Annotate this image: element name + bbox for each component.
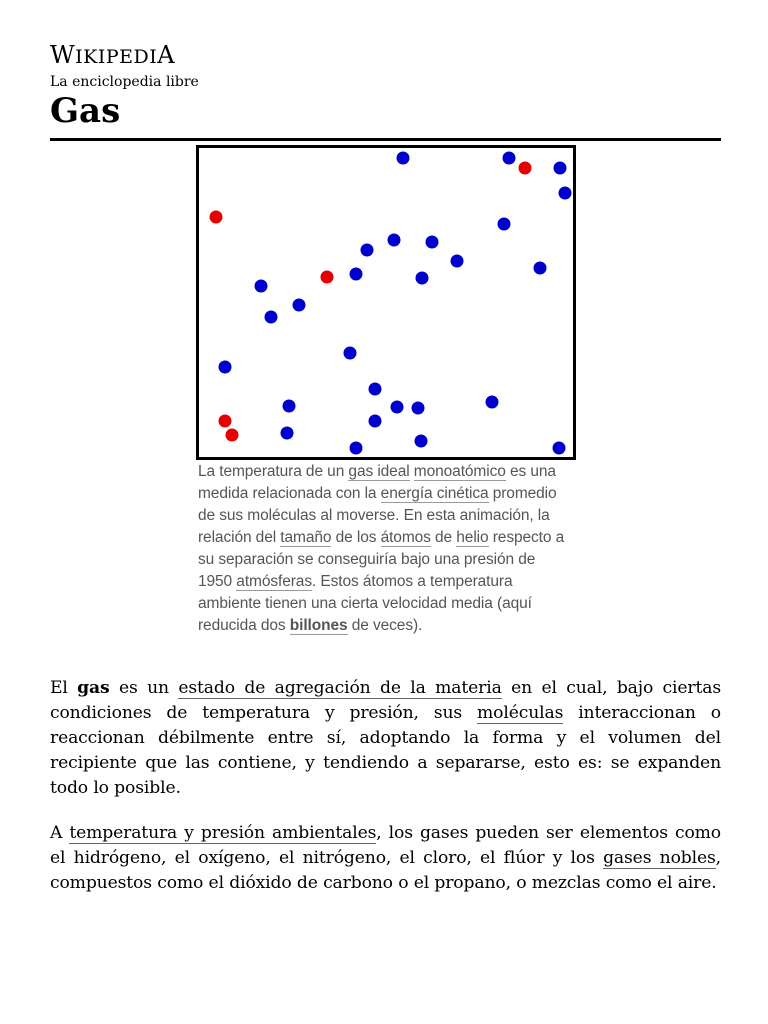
term-gas: gas (77, 678, 110, 698)
blue-atom (219, 361, 232, 374)
blue-atom (283, 400, 296, 413)
link-tamano[interactable]: tamaño (280, 529, 332, 546)
blue-atom (498, 218, 511, 231)
blue-atom (350, 268, 363, 281)
blue-atom (369, 383, 382, 396)
wikipedia-logo[interactable] (50, 42, 199, 90)
blue-atom (553, 442, 566, 455)
red-atom (519, 162, 532, 175)
second-paragraph: A temperatura y presión ambientales, los gases pueden ser elementos como el hidrógeno, el oxígeno, el nitrógeno, el cloro, el flúor y los gases nobles, compuestos como el dióxido de carbono o el propano, o mezclas como el aire. (50, 823, 722, 893)
page-title: Gas (50, 91, 121, 131)
blue-atom (361, 244, 374, 257)
blue-atom (415, 435, 428, 448)
link-moleculas[interactable]: moléculas (477, 703, 564, 723)
blue-atom (397, 152, 410, 165)
link-atmosferas[interactable]: atmósferas (236, 573, 312, 590)
figure-caption: La temperatura de un gas ideal monoatómico es una medida relacionada con la energía cinética promedio de sus moléculas al moverse. En esta animación, la relación del tamaño de los átomos de helio respecto a su separación se conseguiría bajo una presión de 1950 atmósferas. Estos átomos a temperatura ambiente tienen una cierta velocidad media (aquí reducida dos billones de veces). (198, 463, 565, 634)
blue-atom (255, 280, 268, 293)
link-billones[interactable]: billones (289, 617, 348, 634)
link-estado-de-agregacion[interactable]: estado de agregación de la materia (178, 678, 502, 698)
wikipedia-tagline: La enciclopedia libre (50, 74, 199, 90)
link-atomos[interactable]: átomos (380, 529, 431, 546)
blue-atom (265, 311, 278, 324)
red-atom (321, 271, 334, 284)
blue-atom (412, 402, 425, 415)
link-monoatomico[interactable]: monoatómico (413, 463, 506, 480)
atoms-animation (199, 148, 573, 457)
wikipedia-wordmark: WIKIPEDIA (50, 41, 176, 69)
blue-atom (426, 236, 439, 249)
blue-atom (554, 162, 567, 175)
blue-atom (344, 347, 357, 360)
link-gases-nobles[interactable]: gases nobles (603, 848, 716, 868)
title-divider (50, 138, 721, 141)
blue-atom (416, 272, 429, 285)
blue-atom (293, 299, 306, 312)
link-gas-ideal[interactable]: gas ideal (348, 463, 410, 480)
blue-atom (559, 187, 572, 200)
blue-atom (350, 442, 363, 455)
red-atom (210, 211, 223, 224)
link-temperatura-presion-ambientales[interactable]: temperatura y presión ambientales (69, 823, 377, 843)
blue-atom (503, 152, 516, 165)
blue-atom (451, 255, 464, 268)
blue-atom (486, 396, 499, 409)
red-atom (226, 429, 239, 442)
gas-animation-figure[interactable] (196, 145, 576, 460)
link-helio[interactable]: helio (456, 529, 489, 546)
blue-atom (369, 415, 382, 428)
blue-atom (281, 427, 294, 440)
link-energia-cinetica[interactable]: energía cinética (380, 485, 489, 502)
blue-atom (388, 234, 401, 247)
red-atom (219, 415, 232, 428)
blue-atom (534, 262, 547, 275)
intro-paragraph: El gas es un estado de agregación de la materia en el cual, bajo ciertas condiciones de temperatura y presión, sus moléculas interaccionan o reaccionan débilmente entre sí, adoptando la forma y el volumen del recipiente que las contiene, y tendiendo a separarse, esto es: se expanden todo lo posible. (50, 678, 721, 798)
blue-atom (391, 401, 404, 414)
